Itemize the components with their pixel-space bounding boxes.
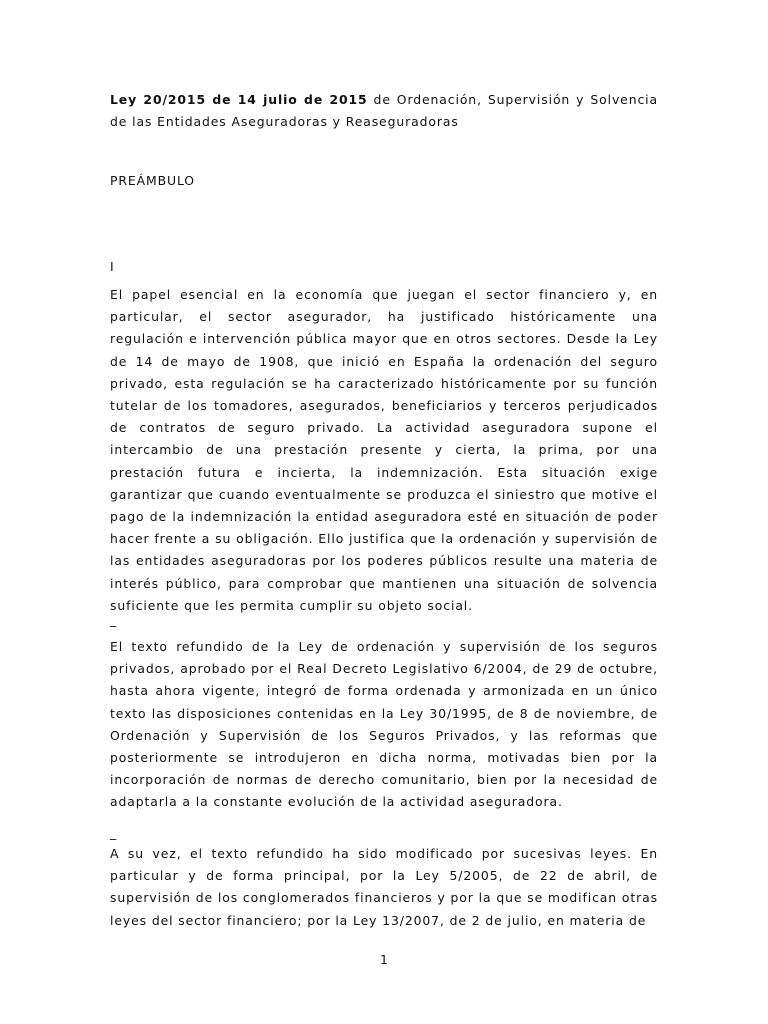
paragraph-1: El papel esencial en la economía que juegan el sector financiero y, en particular, el sector asegurador, ha justificado históricamente una regulación e intervención pública mayor que en otros sectores. Desde la Ley de 14 de mayo de 1908, que inició en España la ordenación del seguro privado, esta regulación se ha caracterizado históricamente por su función tutelar de los tomadores, asegurados, beneficiarios y terceros perjudicados de contratos de seguro privado. La actividad aseguradora supone el intercambio de una prestación presente y cierta, la prima, por una prestación futura e incierta, la indemnización. Esta situación exige garantizar que cuando eventualmente se produzca el siniestro que motive el pago de la indemnización la entidad aseguradora esté en situación de poder hacer frente a su obligación. Ello justifica que la ordenación y supervisión de las entidades aseguradoras por los poderes públicos resulte una materia de interés público, para comprobar que mantienen una situación de solvencia suficiente que les permita cumplir su objeto social.: [110, 287, 658, 613]
paragraph-separator-1: _: [110, 612, 118, 627]
document-title: [110, 89, 658, 133]
paragraph-separator-2: _: [110, 825, 118, 840]
document-title-subject: de Ordenación, Supervisión y Solvencia de las Entidades Aseguradoras y Reaseguradoras: [110, 92, 659, 130]
section-number: I: [110, 259, 115, 274]
paragraph-2: El texto refundido de la Ley de ordenación y supervisión de los seguros privados, aprobado por el Real Decreto Legislativo 6/2004, de 29 de octubre, hasta ahora vigente, integró de forma ordenada y armonizada en un único texto las disposiciones contenidas en la Ley 30/1995, de 8 de noviembre, de Ordenación y Supervisión de los Seguros Privados, y las reformas que posteriormente se introdujeron en dicha norma, motivadas bien por la incorporación de normas de derecho comunitario, bien por la necesidad de adaptarla a la constante evolución de la actividad aseguradora.: [110, 639, 658, 810]
document-title-law-reference: Ley 20/2015 de 14 julio de 2015: [110, 92, 368, 107]
preamble-heading: PREÁMBULO: [110, 173, 195, 188]
paragraph-3: A su vez, el texto refundido ha sido modificado por sucesivas leyes. En particular y de forma principal, por la Ley 5/2005, de 22 de abril, de supervisión de los conglomerados financieros y por la que se modifican otras leyes del sector financiero; por la Ley 13/2007, de 2 de julio, en materia de: [110, 846, 658, 928]
page-number: 1: [380, 953, 388, 967]
